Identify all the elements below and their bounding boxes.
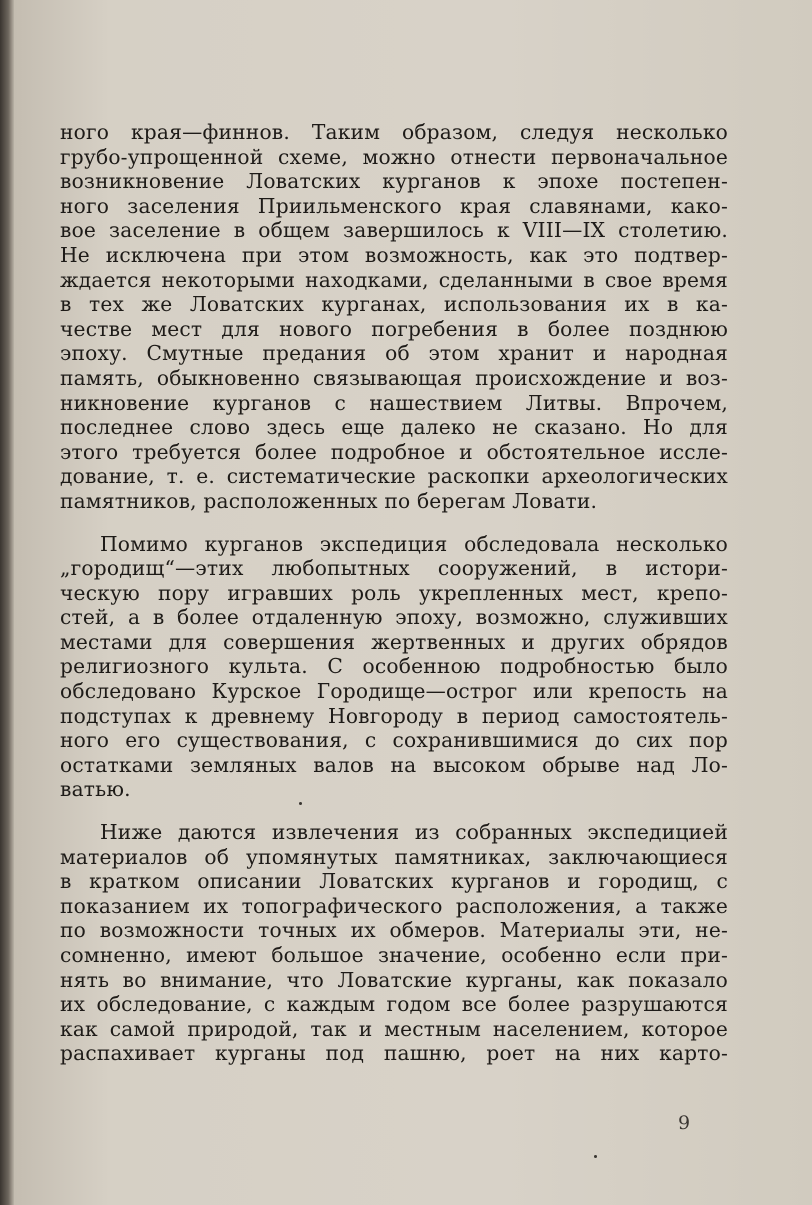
text-line: в кратком описании Ловатских курганов и городищ, с [60, 869, 728, 894]
text-line: остатками земляных валов на высоком обрыве над Ло- [60, 752, 728, 777]
paragraph-1 [60, 120, 728, 514]
text-line: Ниже даются извлечения из собранных экспедицией [100, 820, 728, 845]
text-line: ного его существования, с сохранившимися до сих пор [60, 728, 728, 753]
text-line: памятников, расположенных по берегам Ловати. [60, 488, 598, 513]
paper-speck [594, 1155, 597, 1158]
text-line: дование, т. е. систематические раскопки археологических [60, 464, 728, 489]
text-line: нять во внимание, что Ловатские курганы, как показало [60, 967, 728, 992]
text-line: этого требуется более подробное и обстоятельное иссле- [60, 439, 728, 464]
text-line: по возможности точных их обмеров. Материалы эти, не- [60, 918, 728, 943]
text-line: сомненно, имеют большое значение, особенно если при- [60, 943, 728, 967]
text-line: возникновение Ловатских курганов к эпохе постепен- [60, 169, 728, 194]
text-line: ного края—финнов. Таким образом, следуя несколько [60, 120, 728, 144]
text-line: ждается некоторыми находками, сделанными в свое время [60, 267, 728, 292]
paragraph-3 [60, 820, 728, 1066]
text-line: материалов об упомянутых памятниках, заключающиеся [60, 844, 728, 869]
text-line: вое заселение в общем завершилось к VIII—IX столетию. [60, 218, 728, 243]
page-binding-edge [0, 0, 14, 1205]
text-line: стей, а в более отдаленную эпоху, возможно, служивших [60, 605, 728, 630]
page-number: 9 [678, 1112, 691, 1134]
text-line: местами для совершения жертвенных и других обрядов [60, 629, 728, 654]
paragraph-2 [60, 532, 728, 803]
text-line: их обследование, с каждым годом все более разрушаются [60, 992, 728, 1017]
body-text [60, 120, 728, 1066]
text-line: Помимо курганов экспедиция обследовала несколько [100, 531, 728, 556]
text-line: „городищ“—этих любопытных сооружений, в истори- [60, 556, 728, 581]
text-line: ватью. [60, 777, 131, 802]
text-line: обследовано Курское Городище—острог или крепость на [60, 679, 728, 704]
text-line: как самой природой, так и местным населением, которое [60, 1016, 728, 1041]
text-line: ного заселения Приильменского края славянами, како- [60, 193, 728, 218]
text-line: эпоху. Смутные предания об этом хранит и народная [60, 341, 728, 366]
paper-speck [299, 802, 302, 805]
text-line: религиозного культа. С особенною подробностью было [60, 654, 728, 679]
text-line: подступах к древнему Новгороду в период самостоятель- [60, 703, 728, 728]
text-line: показанием их топографического расположения, а также [60, 893, 728, 918]
text-line: никновение курганов с нашествием Литвы. Впрочем, [60, 390, 728, 415]
text-line: в тех же Ловатских курганах, использования их в ка- [60, 292, 728, 317]
text-line: грубо-упрощенной схеме, можно отнести первоначальное [60, 144, 728, 169]
text-line: последнее слово здесь еще далеко не сказано. Но для [60, 415, 728, 440]
text-line: распахивает курганы под пашню, роет на них карто- [60, 1041, 728, 1066]
text-line: честве мест для нового погребения в более позднюю [60, 316, 728, 341]
text-line: память, обыкновенно связывающая происхождение и воз- [60, 365, 728, 390]
text-line: ческую пору игравших роль укрепленных мест, крепо- [60, 580, 728, 605]
text-line: Не исключена при этом возможность, как это подтвер- [60, 242, 728, 267]
book-page [14, 0, 812, 1205]
